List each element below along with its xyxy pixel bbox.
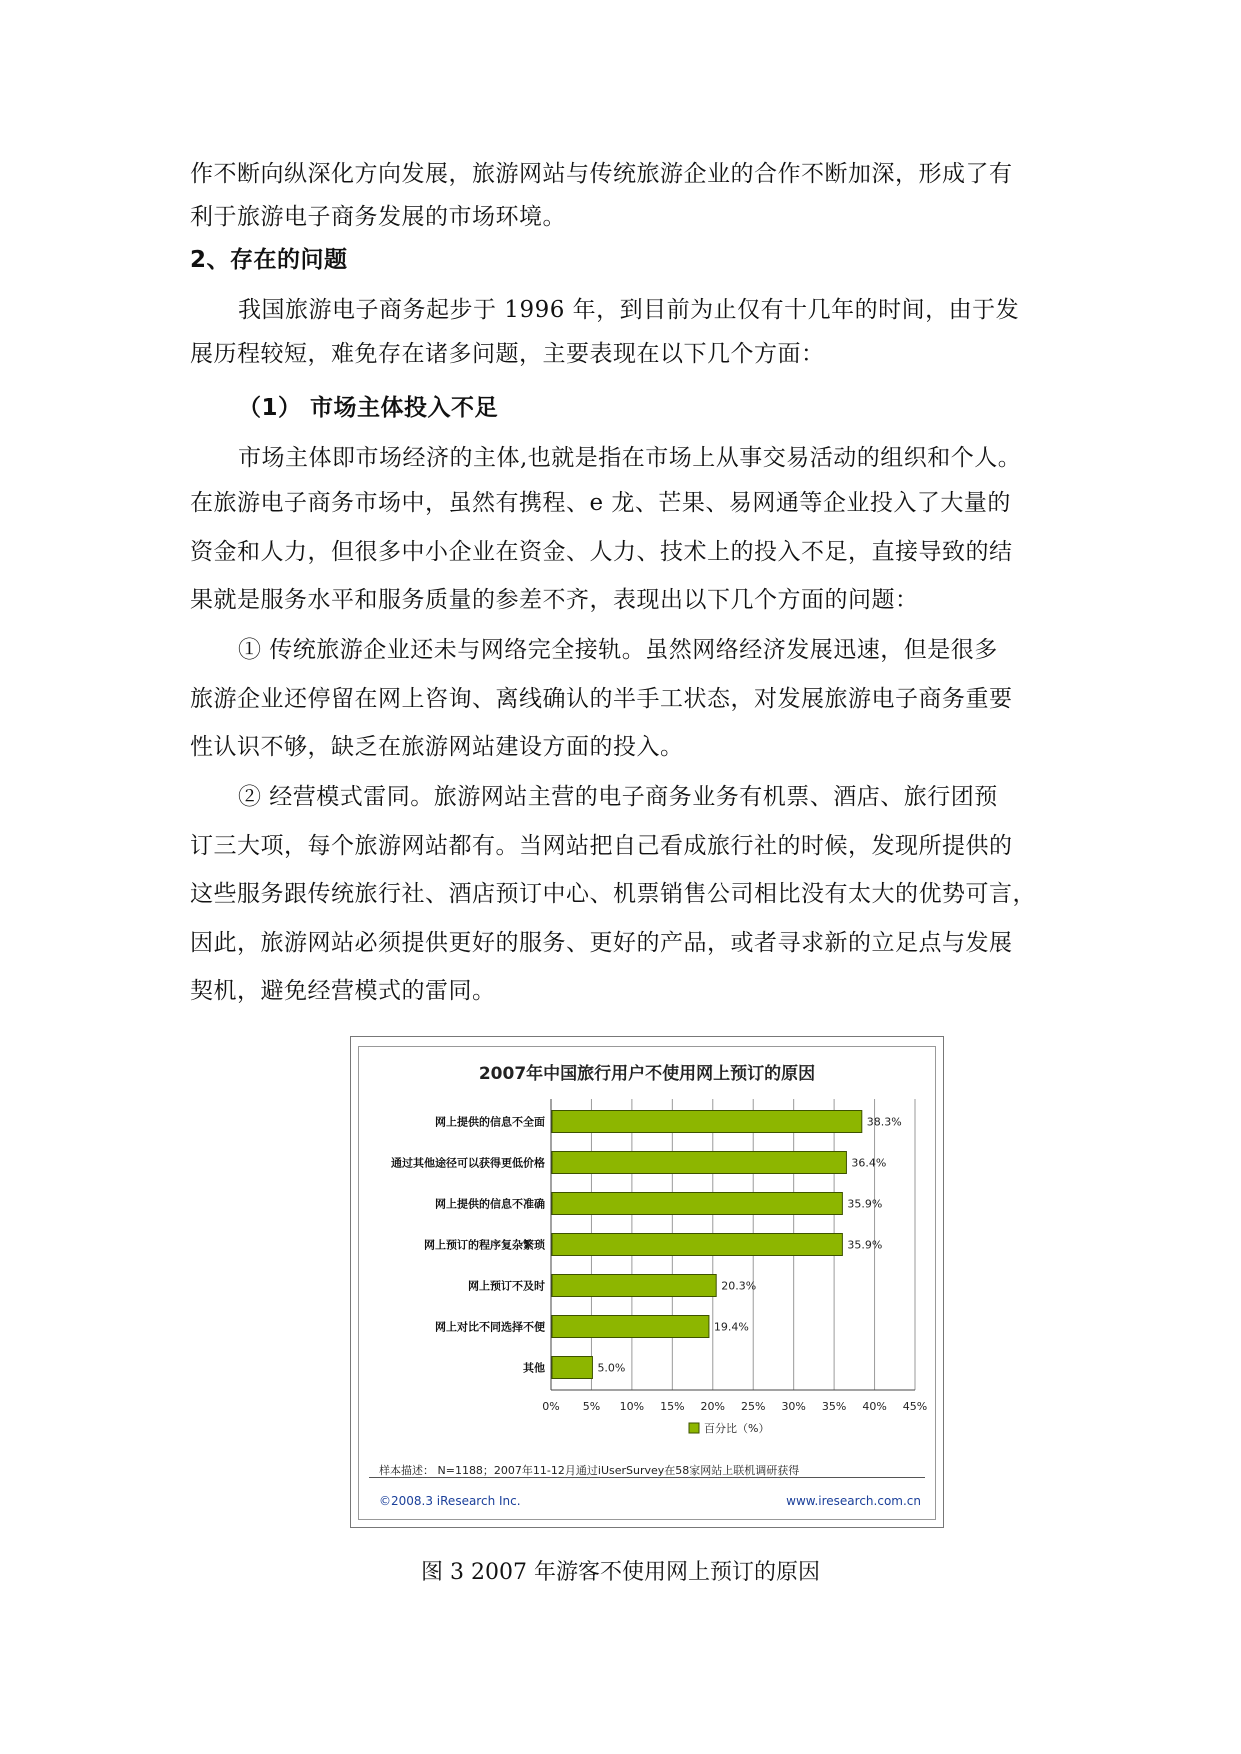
bar-value-label: 19.4% [713, 1320, 749, 1334]
x-tick-label: 35% [821, 1400, 847, 1413]
bar-value-label: 35.9% [847, 1238, 883, 1252]
x-tick-label: 30% [781, 1400, 806, 1413]
bar-value-label: 36.4% [851, 1156, 887, 1170]
category-label: 网上对比不同选择不便 [435, 1320, 545, 1334]
bar [552, 1316, 709, 1338]
chart-figure [350, 1036, 944, 1528]
category-label: 网上提供的信息不全面 [435, 1115, 545, 1129]
bar-value-label: 20.3% [721, 1279, 757, 1293]
paragraph-line: 果就是服务水平和服务质量的参差不齐，表现出以下几个方面的问题： [190, 587, 919, 613]
paragraph-line: 我国旅游电子商务起步于 1996 年，到目前为止仅有十几年的时间，由于发 [238, 297, 1020, 323]
paragraph-line: 在旅游电子商务市场中，虽然有携程、e 龙、芒果、易网通等企业投入了大量的 [190, 490, 1011, 516]
x-tick-label: 10% [619, 1400, 645, 1413]
category-label: 网上预订不及时 [468, 1279, 545, 1293]
section-heading: 2、存在的问题 [190, 247, 348, 273]
bar-value-label: 35.9% [847, 1197, 883, 1211]
bar-chart [359, 1047, 935, 1519]
x-tick-label: 20% [700, 1400, 726, 1413]
copyright-text: ©2008.3 iResearch Inc. [379, 1494, 521, 1508]
bar [552, 1111, 862, 1133]
chart-title: 2007年中国旅行用户不使用网上预订的原因 [478, 1064, 816, 1084]
legend-label: 百分比（%） [704, 1422, 770, 1435]
category-label: 其他 [523, 1361, 545, 1375]
bar [552, 1193, 842, 1215]
paragraph-line: 展历程较短，难免存在诸多问题，主要表现在以下几个方面： [190, 341, 825, 367]
sample-note: 样本描述： N=1188；2007年11-12月通过iUserSurvey在58家网站上联机调研获得 [379, 1464, 800, 1477]
bar-value-label: 5.0% [597, 1361, 626, 1375]
paragraph-line: 旅游企业还停留在网上咨询、离线确认的半手工状态，对发展旅游电子商务重要 [190, 686, 1013, 712]
bar [552, 1357, 592, 1379]
paragraph-line: 利于旅游电子商务发展的市场环境。 [190, 204, 566, 230]
legend-swatch [689, 1423, 699, 1433]
category-label: 网上预订的程序复杂繁琐 [424, 1238, 545, 1252]
subsection-heading: （1） 市场主体投入不足 [238, 395, 499, 421]
bar [552, 1275, 716, 1297]
x-tick-label: 25% [740, 1400, 766, 1413]
bar-value-label: 38.3% [866, 1115, 902, 1129]
chart-panel [358, 1046, 936, 1520]
category-label: 网上提供的信息不准确 [435, 1197, 545, 1211]
paragraph-line: 市场主体即市场经济的主体,也就是指在市场上从事交易活动的组织和个人。 [238, 445, 1022, 471]
figure-caption: 图 3 2007 年游客不使用网上预订的原因 [421, 1560, 820, 1585]
category-label: 通过其他途径可以获得更低价格 [391, 1156, 545, 1170]
paragraph-line: 订三大项，每个旅游网站都有。当网站把自己看成旅行社的时候，发现所提供的 [190, 833, 1013, 859]
x-tick-label: 40% [862, 1400, 887, 1413]
bar [552, 1152, 846, 1174]
x-tick-label: 15% [660, 1400, 685, 1413]
x-tick-label: 5% [582, 1400, 601, 1413]
paragraph-line: 性认识不够，缺乏在旅游网站建设方面的投入。 [190, 734, 684, 760]
website-text: www.iresearch.com.cn [786, 1494, 921, 1508]
paragraph-line: 契机，避免经营模式的雷同。 [190, 978, 496, 1004]
x-tick-label: 45% [902, 1400, 928, 1413]
paragraph-line: 这些服务跟传统旅行社、酒店预订中心、机票销售公司相比没有太大的优势可言， [190, 881, 1036, 907]
paragraph-line: ① 传统旅游企业还未与网络完全接轨。虽然网络经济发展迅速，但是很多 [238, 637, 998, 663]
paragraph-line: 资金和人力，但很多中小企业在资金、人力、技术上的投入不足，直接导致的结 [190, 539, 1013, 565]
paragraph-line: 因此，旅游网站必须提供更好的服务、更好的产品，或者寻求新的立足点与发展 [190, 930, 1013, 956]
bar [552, 1234, 842, 1256]
x-tick-label: 0% [542, 1400, 560, 1413]
paragraph-line: ② 经营模式雷同。旅游网站主营的电子商务业务有机票、酒店、旅行团预 [238, 784, 998, 810]
paragraph-line: 作不断向纵深化方向发展，旅游网站与传统旅游企业的合作不断加深，形成了有 [190, 161, 1013, 187]
